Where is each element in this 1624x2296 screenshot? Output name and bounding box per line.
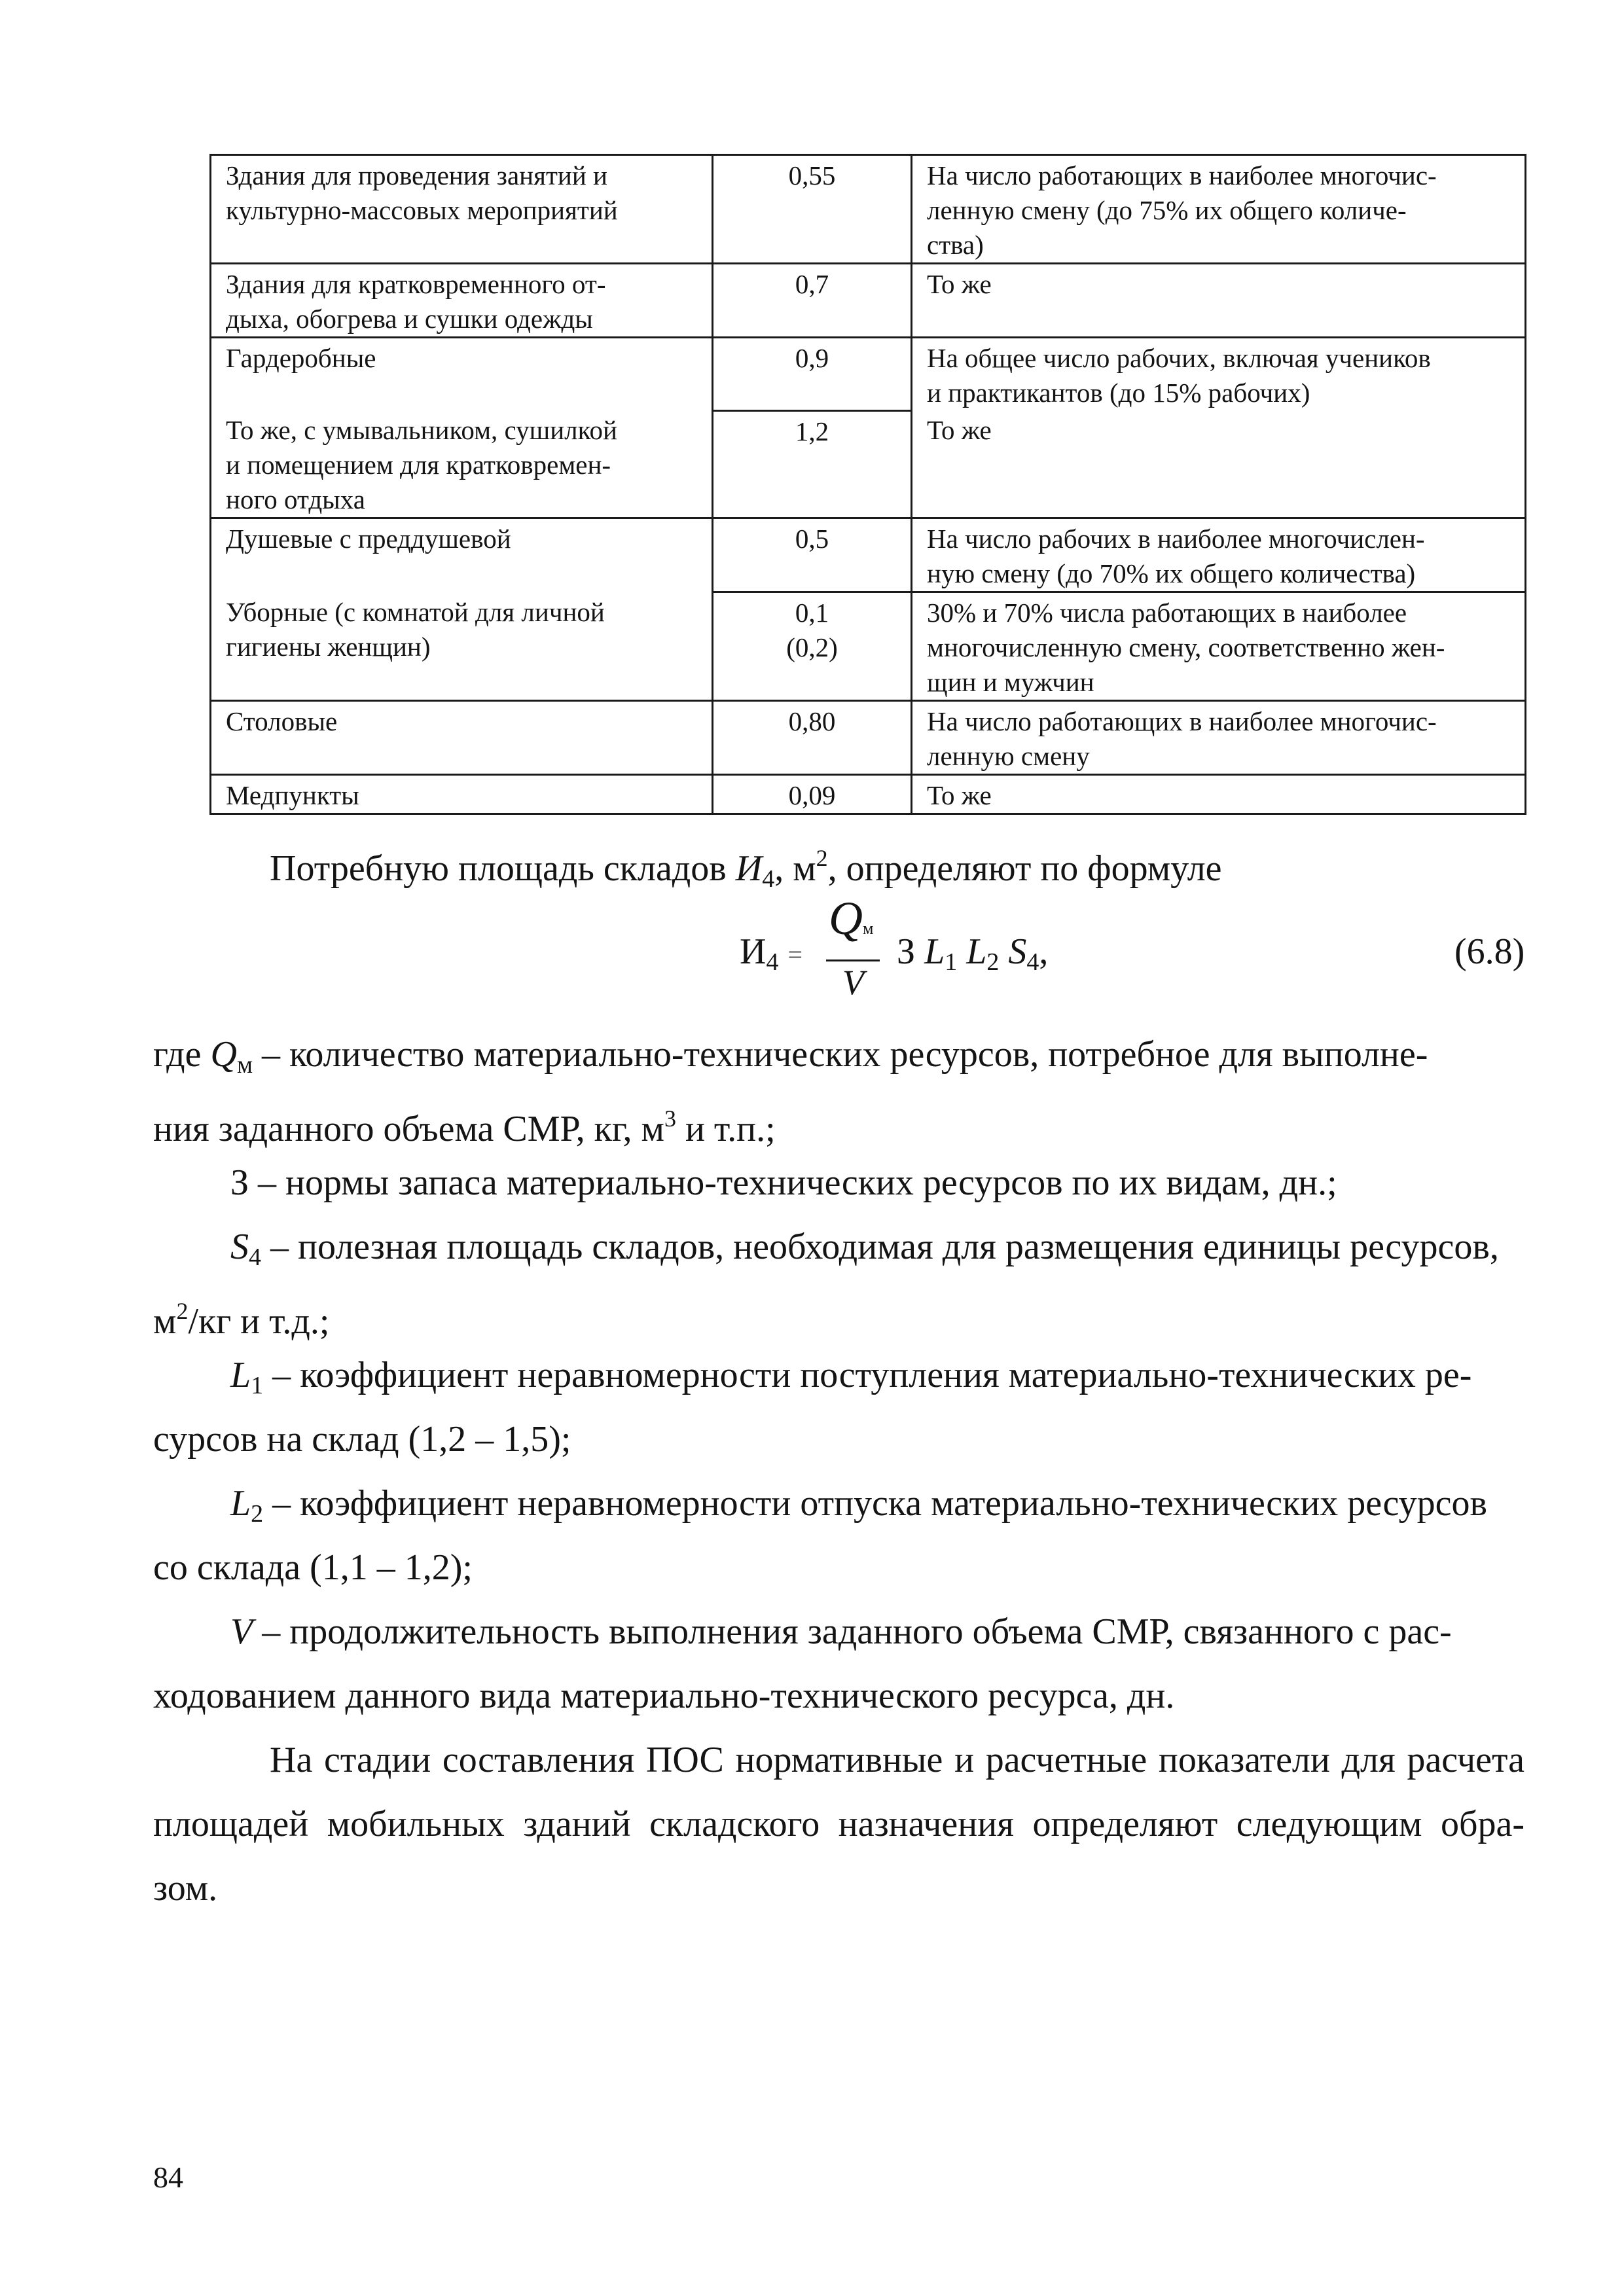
punctuation: , [1039,931,1049,972]
symbol: И [735,848,763,889]
subscript: 2 [251,1500,264,1528]
table-cell [912,592,1526,701]
text: – коэффициент неравномерности поступления материально-технических ре- [263,1355,1472,1395]
symbol: L [966,931,987,972]
cell-line: 30% и 70% числа работающих в наиболее [927,598,1407,628]
table-cell: 0,5 [713,518,912,592]
table-cell: Гардеробные [211,338,713,411]
cell-line: (0,2) [786,632,838,662]
superscript: 3 [664,1105,676,1132]
subscript: 2 [986,948,1000,976]
text: – полезная площадь складов, необходимая для размещения единицы ресурсов, [261,1227,1499,1267]
table-cell [713,592,912,701]
subscript: 4 [1026,948,1039,976]
fraction-numerator [829,891,873,946]
table-cell: Медпункты [211,775,713,814]
subscript: м [863,919,874,938]
cell-line: ства) [927,230,984,260]
table-cell: 0,80 [713,701,912,775]
text: – количество материально-технических ресурсов, потребное для выполне- [262,1034,1428,1075]
cell-line: многочисленную смену, соответственно жен- [927,632,1445,662]
cell-line: ленную смену (до 75% их общего количе- [927,195,1407,225]
paragraph-line: площадей мобильных зданий складского назначения определяют следующим обра- [153,1804,1525,1844]
text: – продолжительность выполнения заданного объема СМР, связанного с рас- [253,1611,1452,1652]
symbol: V [230,1611,253,1652]
symbol: З [897,931,916,972]
def-q [153,1022,1525,1097]
table-cell [211,264,713,338]
cell-line: 0,1 [795,598,829,628]
symbol: И [740,931,767,972]
subscript: 1 [945,948,958,976]
def-v-cont: ходованием данного вида материально-технического ресурса, дн. [153,1676,1175,1716]
formula-lhs [740,931,803,977]
table-cell: Душевые с преддушевой [211,518,713,592]
def-s [230,1215,1525,1289]
table-row [211,264,1526,338]
table-row [211,701,1526,775]
table-cell [211,155,713,264]
table-row [211,592,1526,701]
cell-line: На число рабочих в наиболее многочислен- [927,524,1425,554]
table-cell [211,592,713,701]
cell-line: и помещением для кратковремен- [226,450,611,480]
paragraph-line: зом. [153,1868,218,1909]
table-cell [912,518,1526,592]
cell-line: Здания для проведения занятий и [226,160,607,190]
cell-line: щин и мужчин [927,667,1094,697]
symbol: S [1008,931,1027,972]
cell-line: ную смену (до 70% их общего количества) [927,558,1416,588]
table-row [211,410,1526,518]
table-cell [912,701,1526,775]
text: где [153,1034,202,1075]
symbol: S [230,1227,249,1267]
text: м [153,1301,177,1342]
table-row [211,518,1526,592]
paragraph-line: На стадии составления ПОС нормативные и расчетные показатели для расчета [270,1740,1525,1780]
table-cell: То же [912,775,1526,814]
table-row [211,155,1526,264]
table-cell: 0,09 [713,775,912,814]
table-cell: То же [912,410,1526,518]
cell-line: культурно-массовых мероприятий [226,195,618,225]
table-cell [912,155,1526,264]
text: и т.п.; [676,1109,776,1149]
text: Потребную площадь складов [270,848,736,889]
symbol: L [924,931,945,972]
symbol: L [230,1483,251,1524]
subscript: 4 [766,948,779,976]
symbol: Q [210,1034,237,1075]
def-l1 [230,1343,1525,1418]
cell-line: На общее число рабочих, включая учеников [927,343,1431,373]
fraction-denominator: V [842,963,864,1002]
def-l2-cont: со склада (1,1 – 1,2); [153,1547,473,1588]
cell-line: Здания для кратковременного от- [226,269,606,299]
equals-sign: = [787,940,803,969]
symbol: Q [829,892,863,944]
cell-line: На число работающих в наиболее многочис- [927,706,1437,736]
def-z: З – нормы запаса материально-технических ресурсов по их видам, дн.; [230,1162,1337,1203]
table-cell: 0,7 [713,264,912,338]
text: – коэффициент неравномерности отпуска материально-технических ресурсов [263,1483,1487,1524]
norms-table [209,154,1526,815]
symbol: L [230,1355,251,1395]
table-row [211,338,1526,411]
def-v [230,1600,1525,1664]
text: ния заданного объема СМР, кг, м [153,1109,664,1149]
table-cell: Столовые [211,701,713,775]
table-cell [211,410,713,518]
table-cell [912,338,1526,411]
cell-line: На число работающих в наиболее многочис- [927,160,1437,190]
table-cell: 1,2 [713,410,912,518]
subscript: 1 [251,1372,264,1399]
subscript: 4 [249,1244,261,1271]
cell-line: То же, с умывальником, сушилкой [226,415,617,445]
intro-line [270,826,1222,911]
cell-line: гигиены женщин) [226,631,431,662]
page-number: 84 [153,2161,183,2194]
def-s-cont [153,1279,329,1354]
fraction-bar [826,960,880,961]
subscript: м [236,1051,253,1079]
subscript: 4 [762,865,775,893]
cell-line: и практикантов (до 15% рабочих) [927,378,1310,408]
superscript: 2 [816,845,828,871]
cell-line: ленную смену [927,741,1090,771]
table-cell: 0,9 [713,338,912,411]
formula-rhs [897,931,1048,977]
cell-line: Уборные (с комнатой для личной [226,596,605,627]
table-row [211,775,1526,814]
text: /кг и т.д.; [188,1301,330,1342]
def-l2 [230,1471,1525,1546]
def-l1-cont: сурсов на склад (1,2 – 1,5); [153,1419,571,1460]
table-cell: То же [912,264,1526,338]
table-cell: 0,55 [713,155,912,264]
cell-line: ного отдыха [226,484,365,514]
superscript: 2 [176,1298,189,1324]
text: , определяют по формуле [827,848,1222,889]
def-q-cont [153,1086,776,1161]
cell-line: дыха, обогрева и сушки одежды [226,304,593,334]
text: , м [774,848,816,889]
equation-number: (6.8) [1454,931,1525,972]
